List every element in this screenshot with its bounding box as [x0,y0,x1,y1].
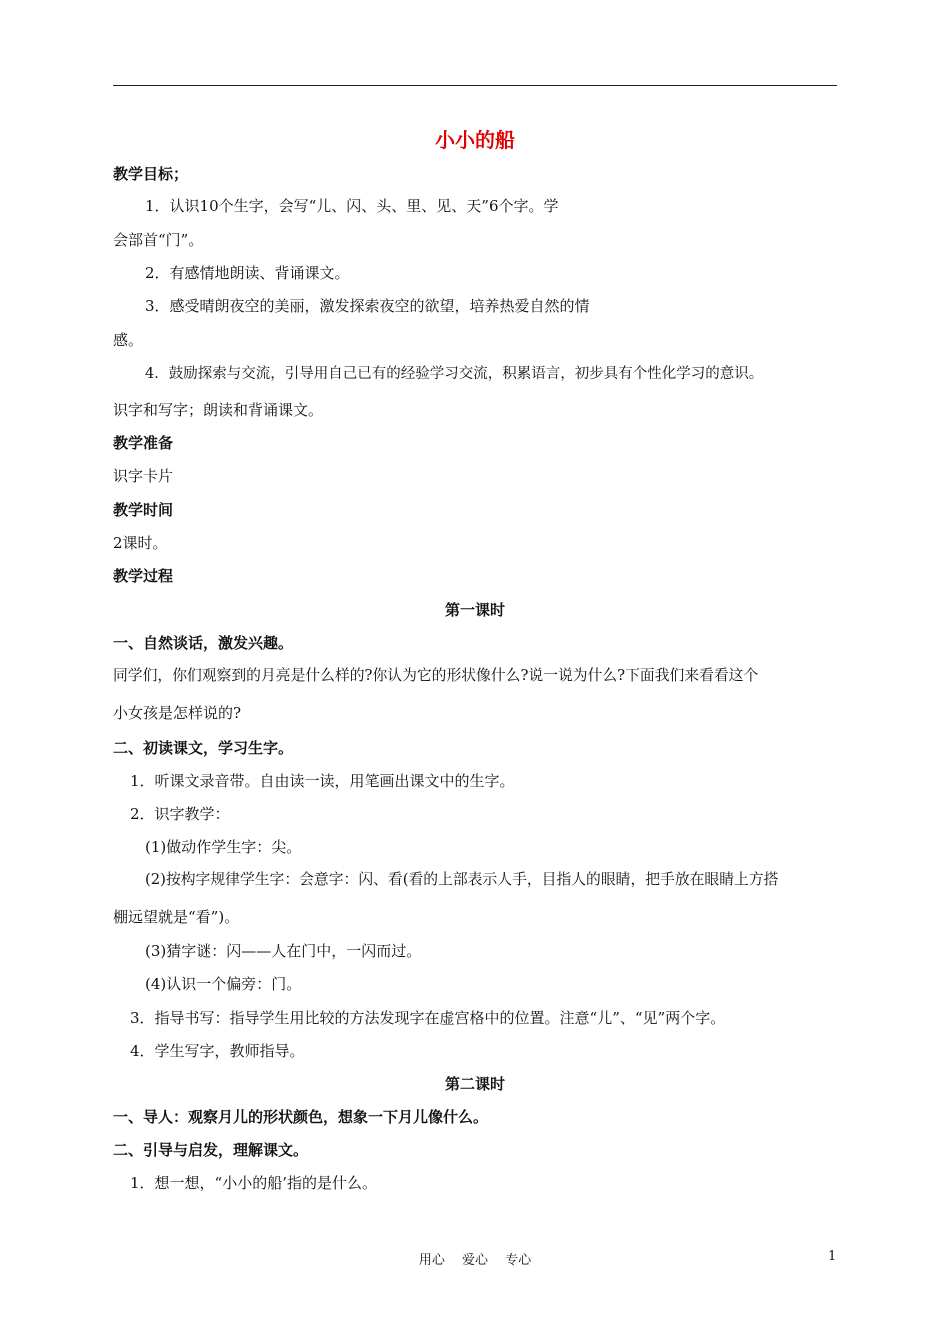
objective-1b: 会部首“门”。 [113,231,204,249]
lesson1-item1: 1．听课文录音带。自由读一读，用笔画出课文中的生字。 [130,772,515,790]
objective-3a: 3．感受晴朗夜空的美丽，激发探索夜空的欲望，培养热爱自然的情 [145,297,590,315]
lesson1-item2: 2．识字教学： [130,805,230,823]
lesson1-item4: 4．学生写字，教师指导。 [130,1042,305,1060]
lesson2-section1-heading: 一、导人：观察月儿的形状颜色，想象一下月儿像什么。 [113,1108,489,1126]
lesson1-section1-para2: 小女孩是怎样说的? [113,704,242,722]
header-rule [113,85,837,86]
objective-4: 4．鼓励探索与交流，引导用自己已有的经验学习交流，积累语言，初步具有个性化学习的意识。 [145,366,764,382]
time-heading: 教学时间 [113,501,174,519]
footer-motto: 用心 爱心 专心 [418,1253,532,1268]
objective-1a: 1．认识10个生字，会写“儿、闪、头、里、见、天”6个字。学 [145,197,559,215]
objective-2: 2．有感情地朗读、背诵课文。 [145,264,350,282]
lesson2-item1: 1．想一想，“小小的船’指的是什么。 [130,1174,377,1192]
page-number: 1 [828,1249,837,1264]
prep-text: 识字卡片 [113,467,174,485]
document-title: 小小的船 [435,128,515,152]
objective-3b: 感。 [113,331,144,349]
lesson1-section1-heading: 一、自然谈话，激发兴趣。 [113,634,294,652]
focus-text: 识字和写字；朗读和背诵课文。 [113,401,324,419]
prep-heading: 教学准备 [113,434,174,452]
lesson1-section1-para1: 同学们，你们观察到的月亮是什么样的?你认为它的形状像什么?说一说为什么?下面我们来看看这个 [113,667,759,684]
lesson1-heading: 第一课时 [444,601,505,619]
lesson1-item2b-line2: 棚远望就是“看”)。 [113,908,240,926]
lesson1-section2-heading: 二、初读课文，学习生字。 [113,739,294,757]
objectives-heading: 教学目标； [113,165,189,183]
lesson1-item2c: (3)猜字谜：闪——人在门中，一闪而过。 [145,942,422,960]
lesson2-heading: 第二课时 [444,1075,505,1093]
lesson2-section2-heading: 二、引导与启发，理解课文。 [113,1141,309,1159]
lesson1-item3: 3．指导书写：指导学生用比较的方法发现字在虚宫格中的位置。注意“儿”、“见”两个字。 [130,1009,726,1027]
process-heading: 教学过程 [113,567,174,585]
lesson1-item2d: (4)认识一个偏旁：门。 [145,975,302,993]
lesson1-item2b-line1: (2)按构字规律学生字：会意字：闪、看(看的上部表示人手，目指人的眼睛，把手放在眼睛上方搭 [145,871,779,888]
lesson1-item2a: (1)做动作学生字：尖。 [145,838,302,856]
time-text: 2课时。 [113,534,168,552]
